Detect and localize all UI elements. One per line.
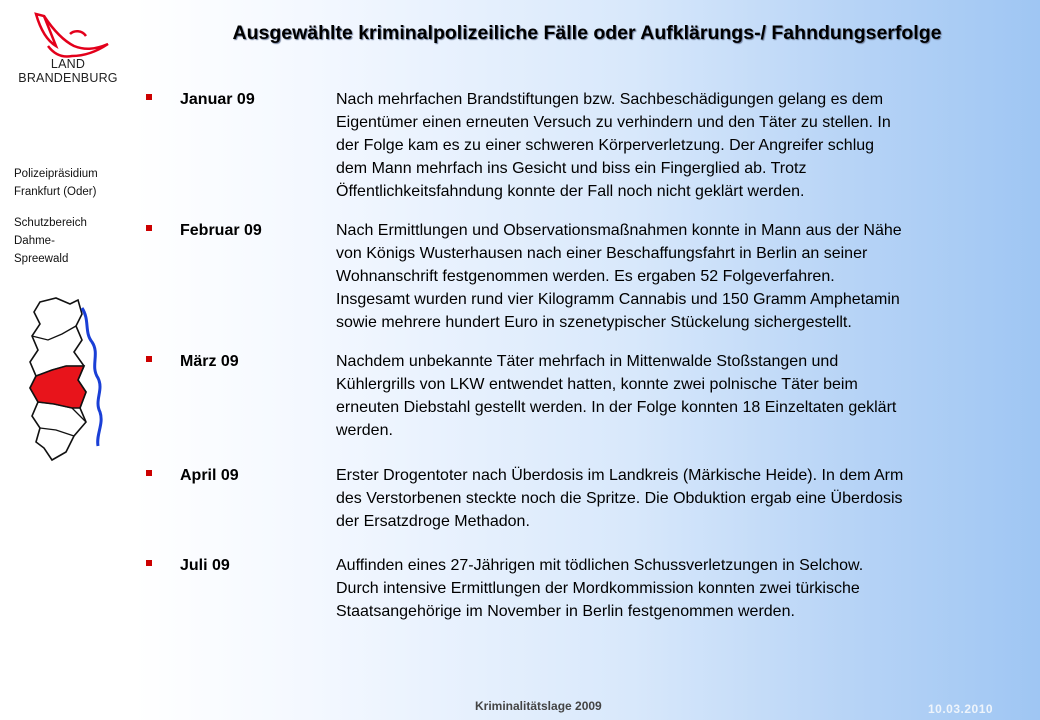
case-text-line: Nach mehrfachen Brandstiftungen bzw. Sachbeschädigungen gelang es dem [336, 91, 884, 108]
logo-line-brandenburg: BRANDENBURG [18, 71, 118, 85]
area-line-1: Schutzbereich [14, 217, 87, 229]
logo-line-land: LAND [50, 57, 86, 71]
bullet-icon [146, 560, 152, 566]
case-description [336, 554, 1016, 623]
case-date: Januar 09 [180, 91, 255, 108]
footer-title: Kriminalitätslage 2009 [475, 699, 602, 713]
case-text-line: werden. [336, 422, 393, 439]
case-text-line: Öffentlichkeitsfahndung konnte der Fall noch nicht geklärt werden. [336, 183, 805, 200]
case-date: Februar 09 [180, 222, 262, 239]
logo-wordmark [14, 57, 122, 85]
case-text-line: Durch intensive Ermittlungen der Mordkommission konnten zwei türkische [336, 580, 860, 597]
case-text-line: Staatsangehörige im November in Berlin festgenommen werden. [336, 603, 795, 620]
area-line-3: Spreewald [14, 253, 69, 265]
bullet-icon [146, 94, 152, 100]
district-map [26, 296, 106, 462]
case-date: März 09 [180, 353, 239, 370]
case-text-line: des Verstorbenen steckte noch die Spritze. Die Obduktion ergab eine Überdosis [336, 490, 903, 507]
case-text-line: von Königs Wusterhausen nach einer Beschaffungsfahrt in Berlin an seiner [336, 245, 868, 262]
case-text-line: Auffinden eines 27-Jährigen mit tödlichen Schussverletzungen in Selchow. [336, 557, 864, 574]
case-text-line: der Folge kam es zu einer schweren Körperverletzung. Der Angreifer schlug [336, 137, 875, 154]
org-name [14, 165, 98, 201]
bullet-icon [146, 356, 152, 362]
case-text-line: Kühlergrills von LKW entwendet hatten, konnte zwei polnische Täter beim [336, 376, 858, 393]
case-description [336, 88, 1016, 203]
case-date: Juli 09 [180, 557, 230, 574]
page-title: Ausgewählte kriminalpolizeiliche Fälle oder Aufklärungs-/ Fahndungserfolge [232, 22, 942, 44]
org-line-1: Polizeipräsidium [14, 168, 98, 180]
bullet-icon [146, 225, 152, 231]
footer-date: 10.03.2010 [928, 702, 994, 716]
case-description [336, 464, 1016, 533]
river-line [82, 308, 101, 446]
case-text-line: Wohnanschrift festgenommen werden. Es ergaben 52 Folgeverfahren. [336, 268, 835, 285]
case-text-line: Nachdem unbekannte Täter mehrfach in Mittenwalde Stoßstangen und [336, 353, 839, 370]
case-text-line: Erster Drogentoter nach Überdosis im Landkreis (Märkische Heide). In dem Arm [336, 467, 904, 484]
main-content [134, 0, 1040, 720]
case-description [336, 350, 1016, 442]
case-description [336, 219, 1016, 334]
area-name [14, 214, 87, 268]
case-date: April 09 [180, 467, 239, 484]
bullet-icon [146, 470, 152, 476]
case-text-line: dem Mann mehrfach ins Gesicht und biss ein Fingerglied ab. Trotz [336, 160, 807, 177]
case-text-line: erneuten Diebstahl gestellt werden. In der Folge konnten 18 Einzeltaten geklärt [336, 399, 897, 416]
case-text-line: Nach Ermittlungen und Observationsmaßnahmen konnte in Mann aus der Nähe [336, 222, 902, 239]
case-text-line: der Ersatzdroge Methadon. [336, 513, 530, 530]
case-text-line: sowie mehrere hundert Euro in szenetypischer Stückelung sichergestellt. [336, 314, 852, 331]
case-text-line: Eigentümer einen erneuten Versuch zu verhindern und den Täter zu stellen. In [336, 114, 891, 131]
area-line-2: Dahme- [14, 235, 55, 247]
sidebar [0, 0, 134, 720]
case-text-line: Insgesamt wurden rund vier Kilogramm Cannabis und 150 Gramm Amphetamin [336, 291, 900, 308]
org-line-2: Frankfurt (Oder) [14, 186, 97, 198]
